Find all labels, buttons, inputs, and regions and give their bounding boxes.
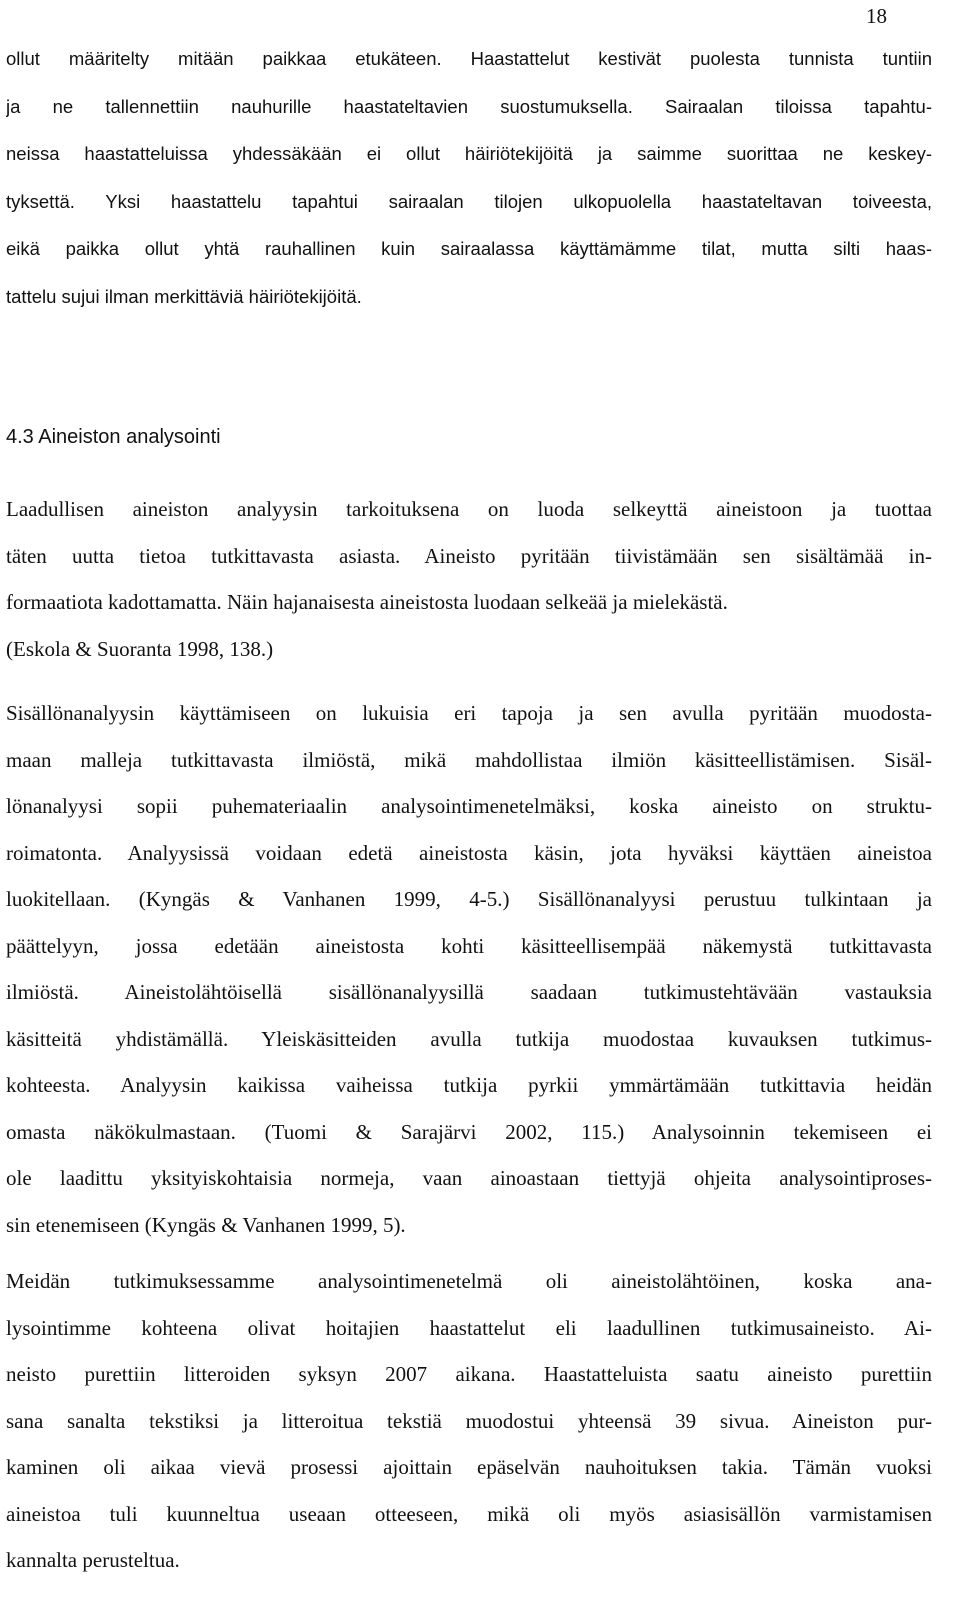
text-line: ole laadittu yksityiskohtaisia normeja, vaan ainoastaan tiettyjä ohjeita analysointiproses- xyxy=(6,1166,932,1190)
paragraph-3 xyxy=(6,1258,932,1584)
text-line: kohteesta. Analyysin kaikissa vaiheissa tutkija pyrkii ymmärtämään tutkittavia heidän xyxy=(6,1073,932,1097)
text-line: käsitteitä yhdistämällä. Yleiskäsitteiden avulla tutkija muodostaa kuvauksen tutkimus- xyxy=(6,1026,932,1051)
text-line: roimatonta. Analyysissä voidaan edetä aineistosta käsin, jota hyväksi käyttäen aineistoa xyxy=(6,840,932,865)
text-line: ja ne tallennettiin nauhurille haastateltavien suostumuksella. Sairaalan tiloissa tapahtu- xyxy=(6,95,932,117)
text-line: päättelyyn, jossa edetään aineistosta kohti käsitteellisempää näkemystä tutkittavasta xyxy=(6,933,932,958)
text-line: lönanalyysi sopii puhemateriaalin analysointimenetelmäksi, koska aineisto on struktu- xyxy=(6,794,932,818)
text-line: aineistoa tuli kuunneltua useaan otteeseen, mikä oli myös asiasisällön varmistamisen xyxy=(6,1501,932,1526)
paragraph-2 xyxy=(6,690,932,1248)
text-line: lysointimme kohteena olivat hoitajien haastattelut eli laadullinen tutkimusaineisto. Ai- xyxy=(6,1315,932,1340)
text-line: kaminen oli aikaa vievä prosessi ajoittain epäselvän nauhoituksen takia. Tämän vuoksi xyxy=(6,1455,932,1479)
text-line: Meidän tutkimuksessamme analysointimenetelmä oli aineistolähtöinen, koska ana- xyxy=(6,1269,932,1293)
section-heading: 4.3 Aineiston analysointi xyxy=(6,426,221,448)
text-line: formaatiota kadottamatta. Näin hajanaisesta aineistosta luodaan selkeää ja mielekästä. xyxy=(6,590,728,614)
text-line: (Eskola & Suoranta 1998, 138.) xyxy=(6,636,274,661)
text-line: Sisällönanalyysin käyttämiseen on lukuisia eri tapoja ja sen avulla pyritään muodosta- xyxy=(6,701,932,725)
text-line: ollut määritelty mitään paikkaa etukäteen. Haastattelut kestivät puolesta tunnista tuntiin xyxy=(6,48,932,69)
text-line: sin etenemiseen (Kyngäs & Vanhanen 1999, 5). xyxy=(6,1212,406,1237)
text-line: omasta näkökulmastaan. (Tuomi & Sarajärvi 2002, 115.) Analysoinnin tekemiseen ei xyxy=(6,1119,932,1144)
text-line: kannalta perusteltua. xyxy=(6,1548,180,1572)
text-line: eikä paikka ollut yhtä rauhallinen kuin sairaalassa käyttämämme tilat, mutta silti haas- xyxy=(6,238,932,259)
text-line: Laadullisen aineiston analyysin tarkoituksena on luoda selkeyttä aineistoon ja tuottaa xyxy=(6,497,932,521)
text-line: neissa haastatteluissa yhdessäkään ei ollut häiriötekijöitä ja saimme suorittaa ne keskey- xyxy=(6,143,932,164)
paragraph-1 xyxy=(6,486,932,672)
text-line: ilmiöstä. Aineistolähtöisellä sisällönanalyysillä saadaan tutkimustehtävään vastauksia xyxy=(6,980,932,1004)
text-line: sana sanalta tekstiksi ja litteroitua tekstiä muodostui yhteensä 39 sivua. Aineiston pur- xyxy=(6,1408,932,1433)
text-line: tattelu sujui ilman merkittäviä häiriötekijöitä. xyxy=(6,285,362,307)
text-line: täten uutta tietoa tutkittavasta asiasta. Aineisto pyritään tiivistämään sen sisältämää in- xyxy=(6,543,932,568)
text-line: tyksettä. Yksi haastattelu tapahtui sairaalan tilojen ulkopuolella haastateltavan toiveesta, xyxy=(6,190,932,212)
text-line: maan malleja tutkittavasta ilmiöstä, mikä mahdollistaa ilmiön käsitteellistämisen. Sisäl- xyxy=(6,747,932,772)
text-line: neisto purettiin litteroiden syksyn 2007 aikana. Haastatteluista saatu aineisto purettiin xyxy=(6,1362,932,1386)
intro-paragraph xyxy=(6,35,932,320)
page-number: 18 xyxy=(866,4,887,28)
text-line: luokitellaan. (Kyngäs & Vanhanen 1999, 4-5.) Sisällönanalyysi perustuu tulkintaan ja xyxy=(6,887,932,911)
